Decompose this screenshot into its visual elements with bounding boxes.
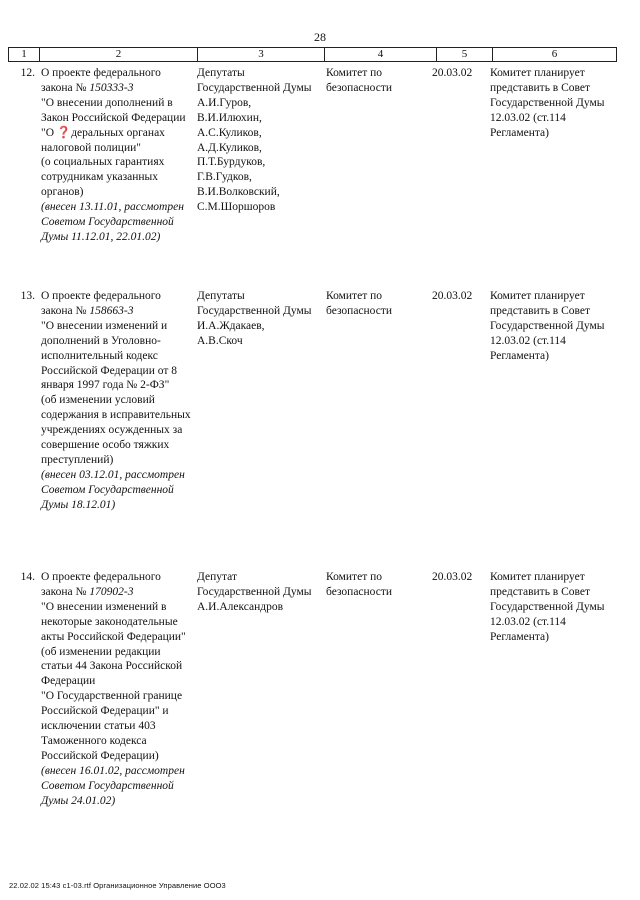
- bill-title-body: "О внесении дополнений в Закон Российской Федерации "О ❓дeральных органах налоговой полиции" (о социальных гарантиях сотрудникам указанных органов): [41, 96, 186, 199]
- page-number: 28: [314, 30, 326, 44]
- responsible-committee: Комитет по безопасности: [326, 67, 393, 94]
- header-cell-1: 1: [9, 48, 40, 61]
- bill-title-intro: О проекте федерального закона №: [41, 67, 161, 94]
- header-cell-3: 3: [198, 48, 325, 61]
- bill-number: 170902-3: [89, 585, 134, 598]
- bill-status: Комитет планирует представить в Совет Государственной Думы 12.03.02 (ст.114 Регламента): [490, 67, 605, 139]
- table-header-row: [8, 47, 617, 62]
- bill-title: [41, 289, 191, 513]
- header-cell-6: 6: [551, 48, 558, 60]
- review-date: 20.03.02: [432, 67, 473, 79]
- bill-introduced-note: (внесен 16.01.02, рассмотрен Советом Государственной Думы 24.01.02): [41, 764, 185, 807]
- bill-title-body: "О внесении изменений в некоторые законодательные акты Российской Федерации" (об изменении редакции статьи 44 Закона Российской Федерации "О Государственной границе Российской Федерации" и исключении статьи 403 Таможенного кодекса Российской Федерации): [41, 600, 186, 762]
- bill-status: Комитет планирует представить в Совет Государственной Думы 12.03.02 (ст.114 Регламента): [490, 290, 605, 362]
- bill-introduced-note: (внесен 13.11.01, рассмотрен Советом Государственной Думы 11.12.01, 22.01.02): [41, 201, 184, 243]
- header-cell-4: 4: [325, 48, 437, 61]
- header-cell-5: 5: [437, 48, 493, 61]
- bill-number: 150333-3: [89, 81, 134, 94]
- bill-title: [41, 66, 191, 245]
- bill-authors: Депутат Государственной Думы А.И.Александров: [197, 571, 312, 613]
- review-date: 20.03.02: [432, 571, 473, 583]
- row-number: 13.: [20, 290, 35, 302]
- row-number: 12.: [20, 67, 35, 79]
- review-date: 20.03.02: [432, 290, 473, 302]
- document-footer: 22.02.02 15:43 c1-03.rtf Организационное Управление ООО3: [9, 881, 226, 890]
- header-cell-2: 2: [40, 48, 198, 61]
- bill-number: 158663-3: [89, 304, 134, 317]
- row-number: 14.: [20, 571, 35, 583]
- bill-title-intro: О проекте федерального закона №: [41, 571, 161, 598]
- responsible-committee: Комитет по безопасности: [326, 571, 393, 598]
- bill-title-body: "О внесении изменений и дополнений в Уголовно-исполнительный кодекс Российской Федерации от 8 января 1997 года № 2-ФЗ" (об изменении условий содержания в исправительных учреждениях осужденных за совершение особо тяжких преступлений): [41, 319, 191, 466]
- bill-authors: Депутаты Государственной Думы И.А.Ждакаев, А.В.Скоч: [197, 290, 312, 347]
- bill-authors: Депутаты Государственной Думы А.И.Гуров, В.И.Илюхин, А.С.Куликов, А.Д.Куликов, П.Т.Бурдуков, Г.В.Гудков, В.И.Волковский, С.М.Шоршоров: [197, 67, 312, 214]
- responsible-committee: Комитет по безопасности: [326, 290, 393, 317]
- bill-title: [41, 570, 191, 809]
- bill-title-intro: О проекте федерального закона №: [41, 290, 161, 317]
- bill-introduced-note: (внесен 03.12.01, рассмотрен Советом Государственной Думы 18.12.01): [41, 468, 185, 511]
- bill-status: Комитет планирует представить в Совет Государственной Думы 12.03.02 (ст.114 Регламента): [490, 571, 605, 643]
